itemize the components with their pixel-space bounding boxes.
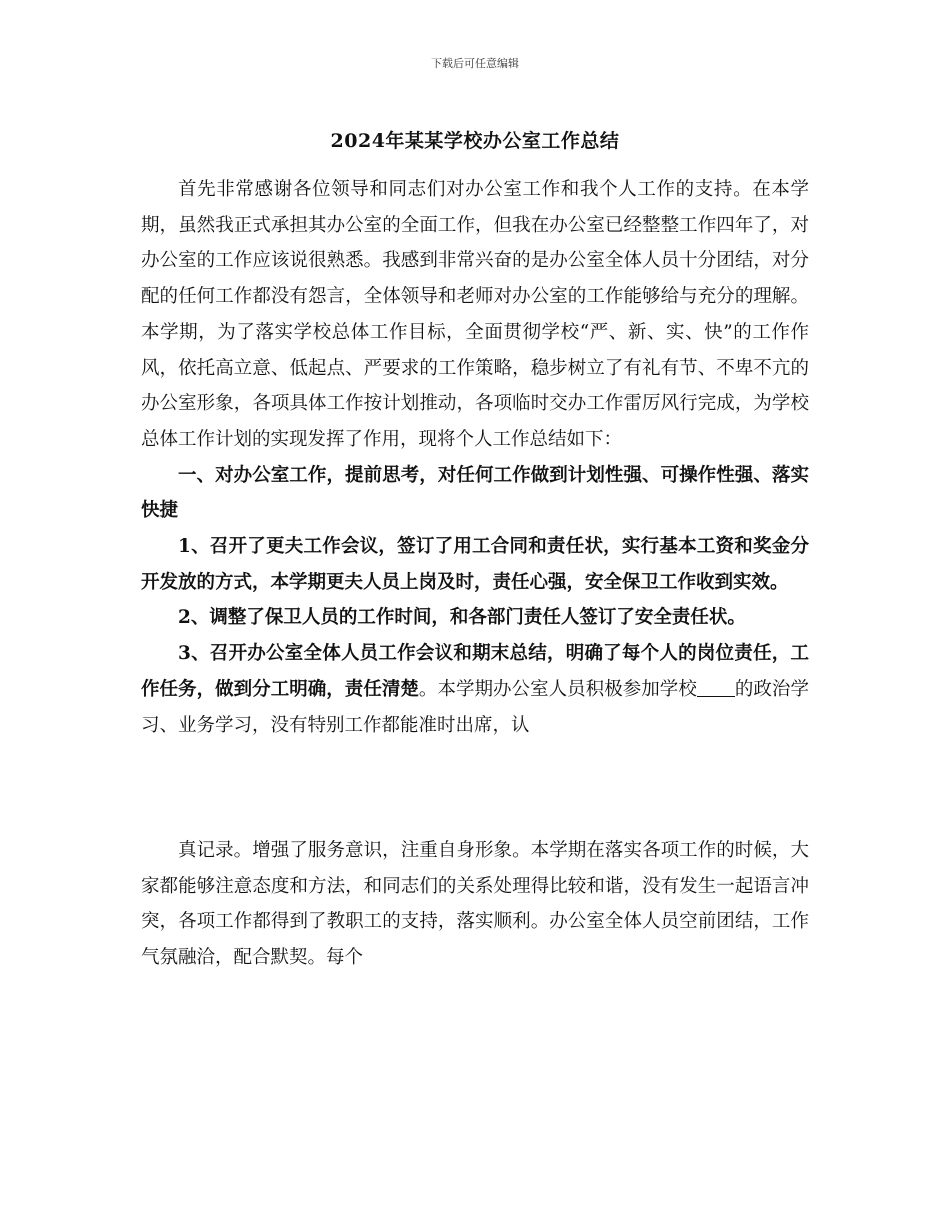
document-body-continued <box>141 833 809 976</box>
item3-bold-text: 3、召开办公室全体人员工作会议和期末总结，明确了每个人的岗位责任，工作任务，做到分工明确，责任清楚 <box>141 643 809 700</box>
item3-text-a: 。本学期办公室人员积极参加学校 <box>418 678 697 700</box>
page-header-note: 下载后可任意编辑 <box>431 57 519 70</box>
section-heading: 一、对办公室工作，提前思考，对任何工作做到计划性强、可操作性强、落实快捷 <box>141 464 809 522</box>
list-item: 1、召开了更夫工作会议，签订了用工合同和责任状，实行基本工资和奖金分开发放的方式，本学期更夫人员上岗及时，责任心强，安全保卫工作收到实效。 <box>141 536 809 593</box>
list-item <box>141 636 809 743</box>
intro-paragraph: 首先非常感谢各位领导和同志们对办公室工作和我个人工作的支持。在本学期，虽然我正式承担其办公室的全面工作，但我在办公室已经整整工作四年了，对办公室的工作应该说很熟悉。我感到非常兴奋的是办公室全体人员十分团结，对分配的任何工作都没有怨言，全体领导和老师对办公室的工作能够给与充分的理解。本学期，为了落实学校总体工作目标，全面贯彻学校“严、新、实、快”的工作作风，依托高立意、低起点、严要求的工作策略，稳步树立了有礼有节、不卑不亢的办公室形象，各项具体工作按计划推动，各项临时交办工作雷厉风行完成，为学校总体工作计划的实现发挥了作用，现将个人工作总结如下： <box>141 179 809 450</box>
document-title: 2024年某某学校办公室工作总结 <box>330 130 620 152</box>
blank-underline <box>697 677 735 697</box>
continued-paragraph: 真记录。增强了服务意识，注重自身形象。本学期在落实各项工作的时候，大家都能够注意态度和方法，和同志们的关系处理得比较和谐，没有发生一起语言冲突，各项工作都得到了教职工的支持，落实顺利。办公室全体人员空前团结，工作气氛融洽，配合默契。每个 <box>141 840 809 969</box>
document-body <box>141 172 809 743</box>
item3-text-b: 的政治学习、业务学习，没有特别工作都能准时出席，认 <box>141 678 809 736</box>
list-item: 2、调整了保卫人员的工作时间，和各部门责任人签订了安全责任状。 <box>178 607 746 629</box>
